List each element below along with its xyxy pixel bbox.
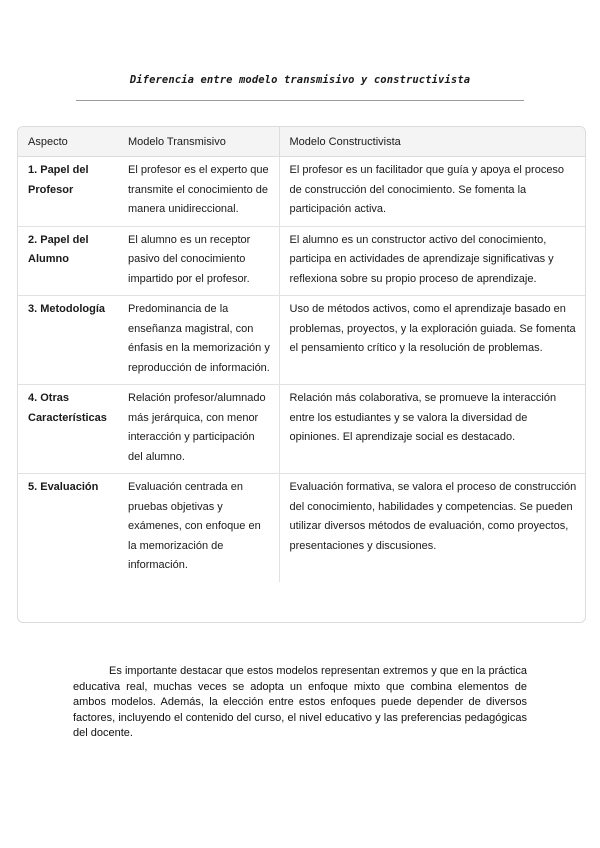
table-row	[18, 474, 585, 582]
title-divider	[76, 100, 524, 101]
table-row	[18, 226, 585, 296]
row-transmisivo: El profesor es el experto que transmite el conocimiento de manera unidireccional.	[118, 157, 279, 227]
row-constructivista: El alumno es un constructor activo del conocimiento, participa en actividades de aprendizaje significativas y reflexiona sobre su propio proceso de aprendizaje.	[279, 226, 585, 296]
header-aspecto: Aspecto	[18, 127, 118, 157]
closing-paragraph: Es importante destacar que estos modelos representan extremos y que en la práctica educativa real, muchas veces se adopta un enfoque mixto que combina elementos de ambos modelos. Además, la elección entre estos enfoques puede depender de diversos factores, incluyendo el contenido del curso, el nivel educativo y las preferencias pedagógicas del docente.	[73, 665, 527, 740]
comparison-table-grid	[18, 127, 585, 582]
row-constructivista: Evaluación formativa, se valora el proceso de construcción del conocimiento, habilidades y competencias. Se pueden utilizar diversos métodos de evaluación, como proyectos, presentaciones y discusiones.	[279, 474, 585, 582]
table-row	[18, 296, 585, 385]
row-aspect: 5. Evaluación	[28, 481, 99, 493]
row-transmisivo: Relación profesor/alumnado más jerárquica, con menor interacción y participación del alumno.	[118, 385, 279, 474]
row-constructivista: Relación más colaborativa, se promueve la interacción entre los estudiantes y se valora la diversidad de opiniones. El aprendizaje social es destacado.	[279, 385, 585, 474]
document-title: Diferencia entre modelo transmisivo y constructivista	[129, 74, 471, 86]
row-aspect: 3. Metodología	[18, 296, 118, 385]
row-aspect: 4. Otras Características	[18, 385, 118, 474]
row-transmisivo: Evaluación centrada en pruebas objetivas y exámenes, con enfoque en la memorización de información.	[128, 481, 261, 571]
table-header-row	[18, 127, 585, 157]
row-aspect: 1. Papel del Profesor	[18, 157, 118, 227]
row-transmisivo: Predominancia de la enseñanza magistral, con énfasis en la memorización y reproducción de información.	[118, 296, 279, 385]
row-transmisivo: El alumno es un receptor pasivo del conocimiento impartido por el profesor.	[118, 226, 279, 296]
header-constructivista: Modelo Constructivista	[279, 127, 585, 157]
table-row	[18, 157, 585, 227]
header-transmisivo: Modelo Transmisivo	[118, 127, 279, 157]
row-constructivista: El profesor es un facilitador que guía y apoya el proceso de construcción del conocimiento. Se fomenta la participación activa.	[279, 157, 585, 227]
row-constructivista: Uso de métodos activos, como el aprendizaje basado en problemas, proyectos, y la exploración guiada. Se fomenta el pensamiento crítico y la resolución de problemas.	[279, 296, 585, 385]
row-aspect: 2. Papel del Alumno	[18, 226, 118, 296]
table-row	[18, 385, 585, 474]
comparison-table	[17, 126, 586, 623]
